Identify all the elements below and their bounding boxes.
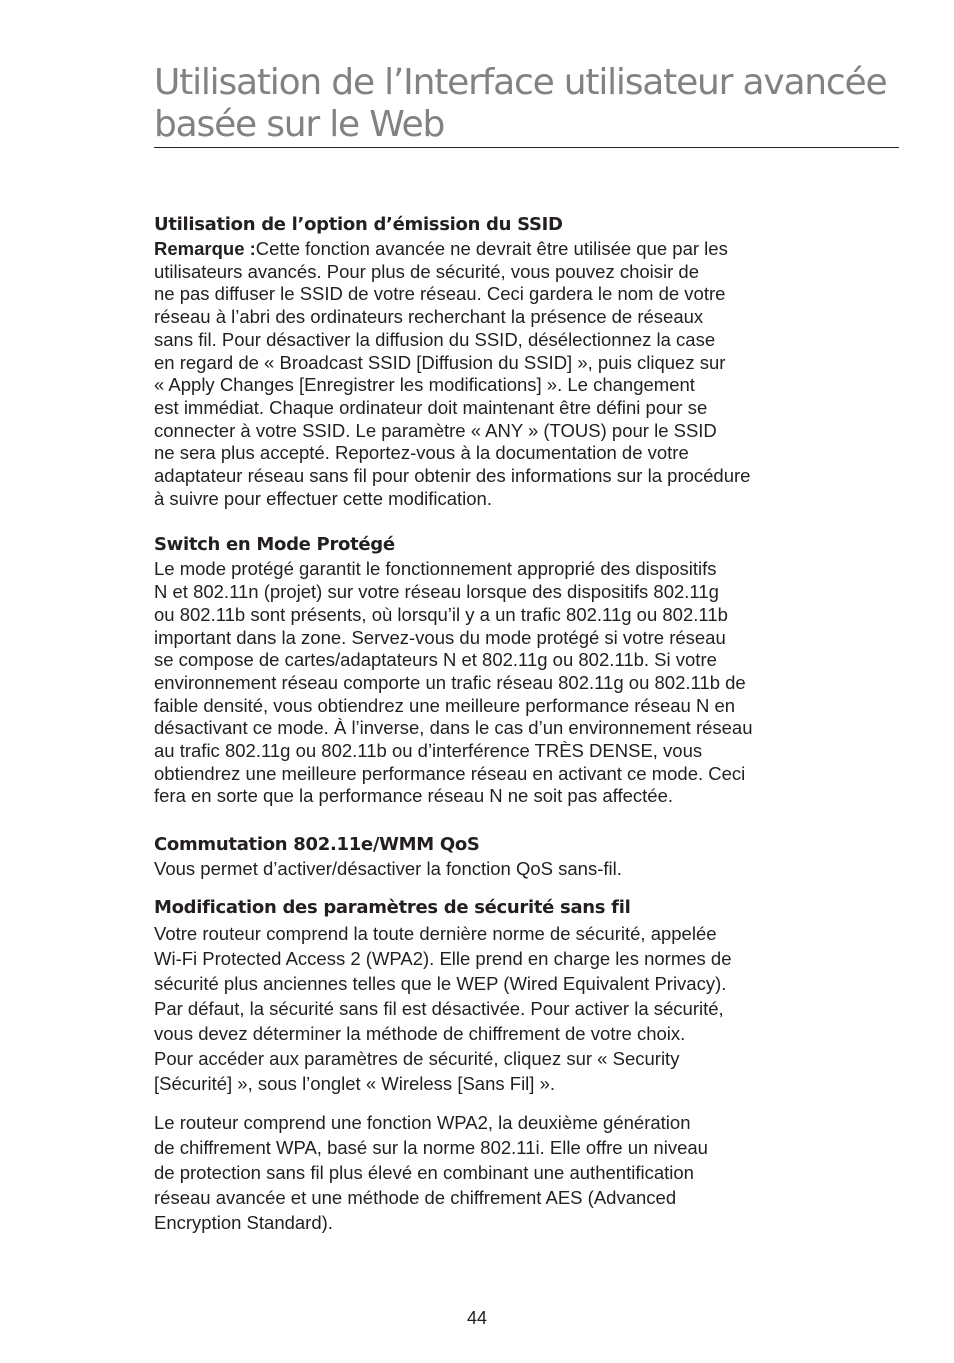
text-line: au trafic 802.11g ou 802.11b ou d’interférence TRÈS DENSE, vous <box>154 740 703 762</box>
text-line: N et 802.11n (projet) sur votre réseau lorsque des dispositifs 802.11g <box>154 581 719 603</box>
text-line: « Apply Changes [Enregistrer les modifications] ». Le changement <box>154 374 695 396</box>
section-ssid-broadcast <box>154 212 869 510</box>
text-line: ne pas diffuser le SSID de votre réseau. Ceci gardera le nom de votre <box>154 283 726 305</box>
page-content <box>154 212 869 1235</box>
page-number: 44 <box>466 1308 488 1328</box>
section-wmm-qos <box>154 832 869 881</box>
text-line: à suivre pour effectuer cette modification. <box>154 487 492 509</box>
text-line: Votre routeur comprend la toute dernière norme de sécurité, appelée <box>154 922 717 944</box>
text-line: est immédiat. Chaque ordinateur doit maintenant être défini pour se <box>154 396 708 418</box>
text-line: Cette fonction avancée ne devrait être utilisée que par les <box>255 238 728 259</box>
page-title <box>154 62 899 146</box>
section-heading: Commutation 802.11e/WMM QoS <box>154 834 480 856</box>
text-line: important dans la zone. Servez-vous du mode protégé si votre réseau <box>154 626 726 648</box>
page-title-line-2: basée sur le Web <box>154 104 445 145</box>
text-line: sans fil. Pour désactiver la diffusion du SSID, désélectionnez la case <box>154 328 716 350</box>
text-line: obtiendrez une meilleure performance réseau en activant ce mode. Ceci <box>154 762 746 784</box>
section-body-2 <box>154 1110 869 1235</box>
section-heading: Modification des paramètres de sécurité sans fil <box>154 896 631 918</box>
text-line: Le routeur comprend une fonction WPA2, la deuxième génération <box>154 1111 691 1133</box>
section-protected-mode <box>154 532 869 808</box>
section-body <box>154 238 869 510</box>
text-line: Wi-Fi Protected Access 2 (WPA2). Elle prend en charge les normes de <box>154 947 732 969</box>
text-line: de protection sans fil plus élevé en combinant une authentification <box>154 1161 694 1183</box>
text-line: faible densité, vous obtiendrez une meilleure performance réseau N en <box>154 694 736 716</box>
text-line: Encryption Standard). <box>154 1211 333 1233</box>
text-line: se compose de cartes/adaptateurs N et 802.11g ou 802.11b. Si votre <box>154 649 717 671</box>
text-line: sécurité plus anciennes telles que le WEP (Wired Equivalent Privacy). <box>154 972 727 994</box>
text-line: fera en sorte que la performance réseau N ne soit pas affectée. <box>154 785 673 807</box>
section-wireless-security <box>154 895 869 1235</box>
section-body <box>154 558 869 808</box>
text-line: réseau à l’abri des ordinateurs recherchant la présence de réseaux <box>154 306 704 328</box>
text-line: Pour accéder aux paramètres de sécurité, cliquez sur « Security <box>154 1047 680 1069</box>
text-line: utilisateurs avancés. Pour plus de sécurité, vous pouvez choisir de <box>154 260 700 282</box>
text-line: adaptateur réseau sans fil pour obtenir des informations sur la procédure <box>154 465 751 487</box>
text-line: ou 802.11b sont présents, où lorsqu’il y a un trafic 802.11g ou 802.11b <box>154 603 728 625</box>
text-line: réseau avancée et une méthode de chiffrement AES (Advanced <box>154 1186 677 1208</box>
text-line: Vous permet d’activer/désactiver la fonction QoS sans-fil. <box>154 858 622 880</box>
text-line: Par défaut, la sécurité sans fil est désactivée. Pour activer la sécurité, <box>154 997 724 1019</box>
text-line: de chiffrement WPA, basé sur la norme 802.11i. Elle offre un niveau <box>154 1136 708 1158</box>
text-line: ne sera plus accepté. Reportez-vous à la documentation de votre <box>154 442 689 464</box>
section-heading: Switch en Mode Protégé <box>154 534 395 556</box>
text-line: Le mode protégé garantit le fonctionnement approprié des dispositifs <box>154 558 717 580</box>
note-label: Remarque : <box>154 238 256 259</box>
text-line: [Sécurité] », sous l’onglet « Wireless [Sans Fil] ». <box>154 1072 556 1094</box>
text-line: environnement réseau comporte un trafic réseau 802.11g ou 802.11b de <box>154 671 746 693</box>
text-line: vous devez déterminer la méthode de chiffrement de votre choix. <box>154 1022 686 1044</box>
text-line: en regard de « Broadcast SSID [Diffusion du SSID] », puis cliquez sur <box>154 351 726 373</box>
title-divider <box>154 147 899 148</box>
page-title-line-1: Utilisation de l’Interface utilisateur avancée <box>154 62 887 103</box>
text-line: désactivant ce mode. À l’inverse, dans le cas d’un environnement réseau <box>154 717 753 739</box>
section-body <box>154 858 869 881</box>
section-body <box>154 921 869 1096</box>
text-line: connecter à votre SSID. Le paramètre « ANY » (TOUS) pour le SSID <box>154 419 717 441</box>
section-heading: Utilisation de l’option d’émission du SSID <box>154 214 563 235</box>
